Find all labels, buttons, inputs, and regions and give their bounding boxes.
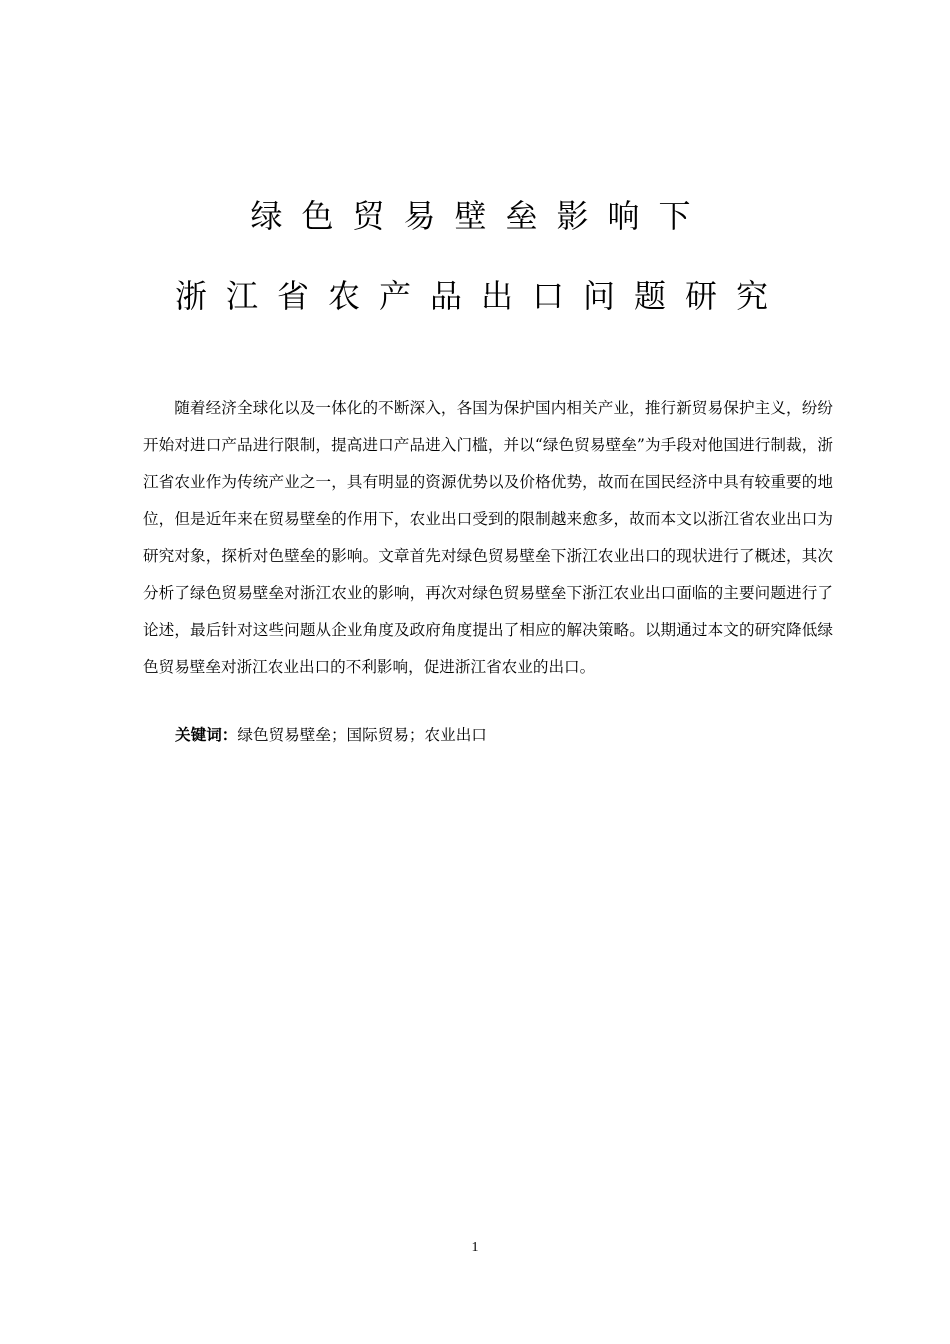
document-title [0,196,950,316]
keywords-text: 绿色贸易壁垒；国际贸易；农业出口 [237,726,487,744]
abstract-paragraph: 随着经济全球化以及一体化的不断深入，各国为保护国内相关产业，推行新贸易保护主义，纷纷开始对进口产品进行限制，提高进口产品进入门槛，并以“绿色贸易壁垒”为手段对他国进行制裁，浙江省农业作为传统产业之一，具有明显的资源优势以及价格优势，故而在国民经济中具有较重要的地位，但是近年来在贸易壁垒的作用下，农业出口受到的限制越来愈多，故而本文以浙江省农业出口为研究对象，探析对色壁垒的影响。文章首先对绿色贸易壁垒下浙江农业出口的现状进行了概述，其次分析了绿色贸易壁垒对浙江农业的影响，再次对绿色贸易壁垒下浙江农业出口面临的主要问题进行了论述，最后针对这些问题从企业角度及政府角度提出了相应的解决策略。以期通过本文的研究降低绿色贸易壁垒对浙江农业出口的不利影响，促进浙江省农业的出口。 [143,399,833,676]
title-line-1: 绿色贸易壁垒影响下 [250,197,710,235]
page-number: 1 [471,1240,479,1255]
keywords-label: 关键词： [175,726,238,744]
keywords-line [175,717,487,754]
title-line-2: 浙江省农产品出口问题研究 [174,277,787,315]
